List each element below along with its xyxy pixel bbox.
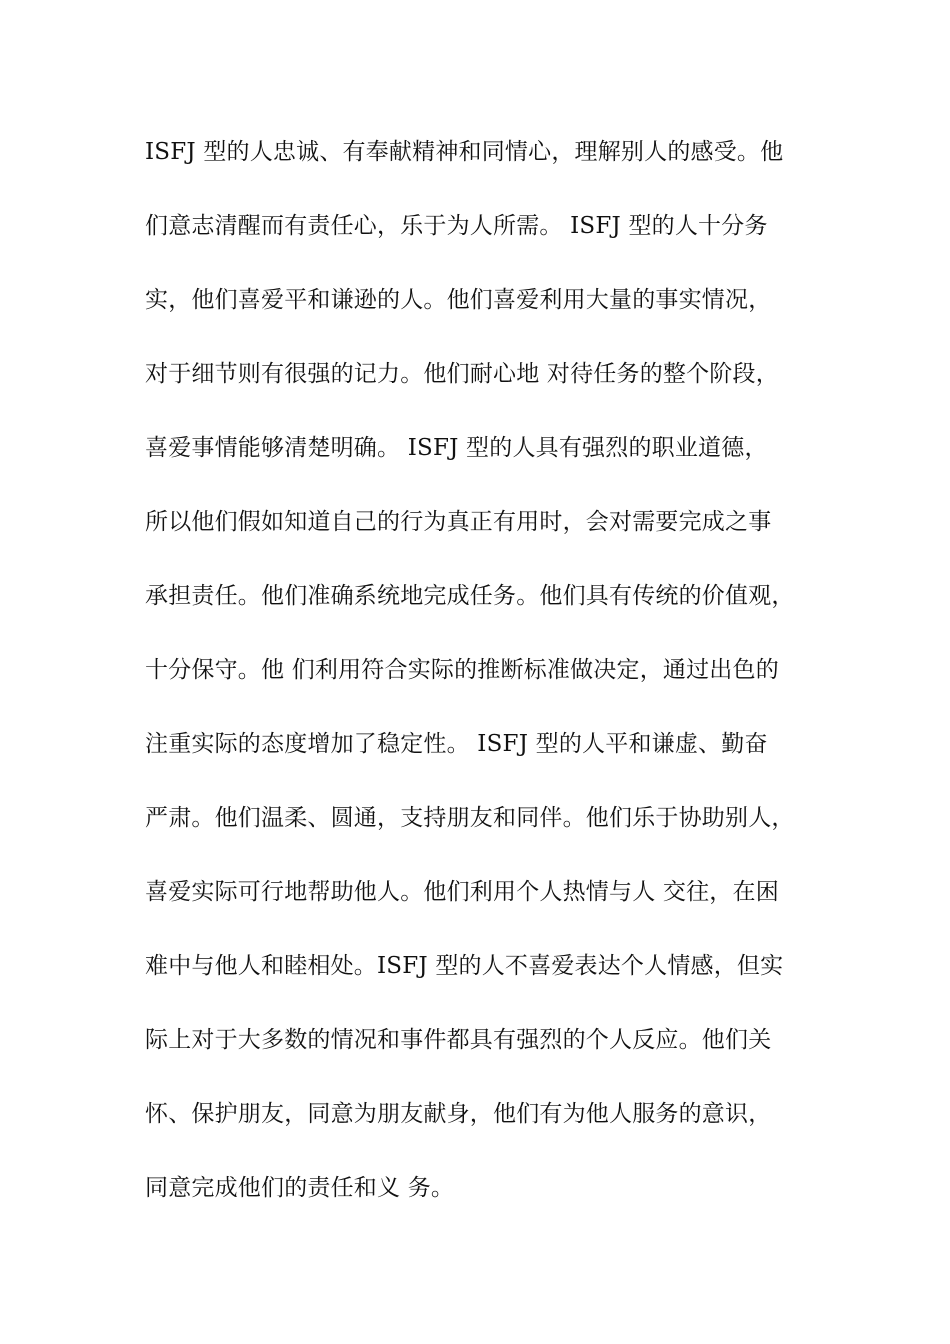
text-line: 们意志清醒而有责任心，乐于为人所需。 ISFJ 型的人十分务 bbox=[145, 213, 768, 239]
text-line: 喜爱事情能够清楚明确。 ISFJ 型的人具有强烈的职业道德， bbox=[145, 435, 768, 461]
text-line: 所以他们假如知道自己的行为真正有用时，会对需要完成之事 bbox=[145, 509, 772, 535]
text-line: 喜爱实际可行地帮助他人。他们利用个人热情与人 交往，在困 bbox=[145, 879, 779, 905]
text-line: 际上对于大多数的情况和事件都具有强烈的个人反应。他们关 bbox=[145, 1027, 772, 1053]
text-line: 难中与他人和睦相处。ISFJ 型的人不喜爱表达个人情感，但实 bbox=[145, 953, 784, 979]
text-line: 注重实际的态度增加了稳定性。 ISFJ 型的人平和谦虚、勤奋 bbox=[145, 731, 768, 757]
text-line: ISFJ 型的人忠诚、有奉献精神和同情心，理解别人的感受。他 bbox=[145, 139, 784, 165]
text-line: 怀、保护朋友，同意为朋友献身，他们有为他人服务的意识， bbox=[145, 1101, 772, 1127]
text-line: 十分保守。他 们利用符合实际的推断标准做决定，通过出色的 bbox=[145, 657, 779, 683]
text-line: 承担责任。他们准确系统地完成任务。他们具有传统的价值观， bbox=[145, 583, 795, 609]
text-line: 同意完成他们的责任和义 务。 bbox=[145, 1175, 455, 1201]
text-line: 对于细节则有很强的记力。他们耐心地 对待任务的整个阶段， bbox=[145, 361, 779, 387]
text-line: 严肃。他们温柔、圆通，支持朋友和同伴。他们乐于协助别人， bbox=[145, 805, 795, 831]
body-paragraph bbox=[145, 131, 825, 1241]
text-line: 实，他们喜爱平和谦逊的人。他们喜爱利用大量的事实情况， bbox=[145, 287, 772, 313]
